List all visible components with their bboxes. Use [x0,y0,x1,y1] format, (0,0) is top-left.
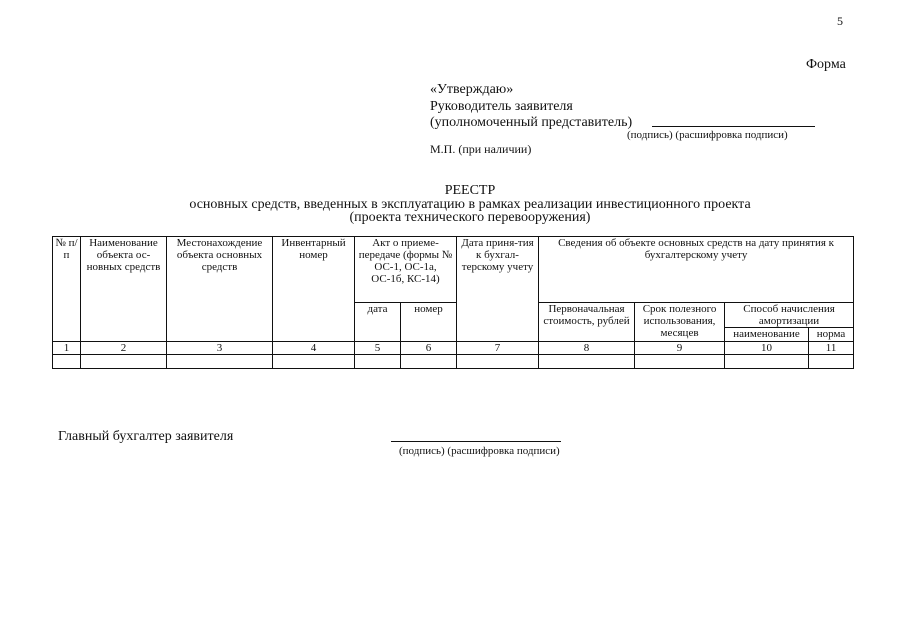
table-row [53,355,854,369]
footer-signature-line [391,441,561,442]
header-info: Сведения об объекте основных средств на дату принятия к бухгалтерскому учету [539,237,854,303]
header-location: Местонахождение объекта основных средств [167,237,273,342]
column-number: 7 [457,342,539,355]
column-number: 11 [809,342,854,355]
column-number: 1 [53,342,81,355]
approval-line-2: Руководитель заявителя [430,99,573,114]
table-cell [167,355,273,369]
header-name: Наименование объекта ос-новных средств [81,237,167,342]
column-number: 5 [355,342,401,355]
header-act-number: номер [401,303,457,342]
table-cell [635,355,725,369]
table-cell [539,355,635,369]
registry-table [52,236,854,369]
column-number: 3 [167,342,273,355]
column-number: 9 [635,342,725,355]
approval-signature-line [652,126,815,127]
header-inventory: Инвентарный номер [273,237,355,342]
page-number: 5 [837,14,843,28]
footer-signature-hint: (подпись) (расшифровка подписи) [399,445,560,457]
header-depreciation: Способ начисления амортизации [725,303,854,328]
header-initial-cost: Первоначальная стоимость, рублей [539,303,635,342]
table-cell [725,355,809,369]
table-cell [53,355,81,369]
table-cell [81,355,167,369]
table-cell [809,355,854,369]
column-number: 10 [725,342,809,355]
approval-signature-hint: (подпись) (расшифровка подписи) [627,129,788,141]
document-title-line-1: основных средств, введенных в эксплуатацию в рамках реализации инвестиционного проекта [189,197,751,212]
header-num: № п/п [53,237,81,342]
column-number: 4 [273,342,355,355]
approval-line-3: (уполномоченный представитель) [430,115,633,130]
table-cell [355,355,401,369]
header-dep-name: наименование [725,328,809,342]
document-heading: РЕЕСТР [444,183,496,198]
table-cell [401,355,457,369]
header-useful-life: Срок полезного использования, месяцев [635,303,725,342]
document-title-line-2: (проекта технического перевооружения) [349,210,591,225]
chief-accountant-label: Главный бухгалтер заявителя [58,429,234,444]
header-act: Акт о приеме-передаче (формы № ОС-1, ОС-1а, ОС-1б, КС-14) [355,237,457,303]
table-cell [457,355,539,369]
column-number: 8 [539,342,635,355]
table-cell [273,355,355,369]
approval-stamp: М.П. (при наличии) [430,142,532,156]
header-dep-rate: норма [809,328,854,342]
header-acceptance-date: Дата приня-тия к бухгал-терскому учету [457,237,539,342]
approval-line-1: «Утверждаю» [430,82,514,97]
column-number: 6 [401,342,457,355]
column-number: 2 [81,342,167,355]
form-label: Форма [806,57,846,72]
header-act-date: дата [355,303,401,342]
